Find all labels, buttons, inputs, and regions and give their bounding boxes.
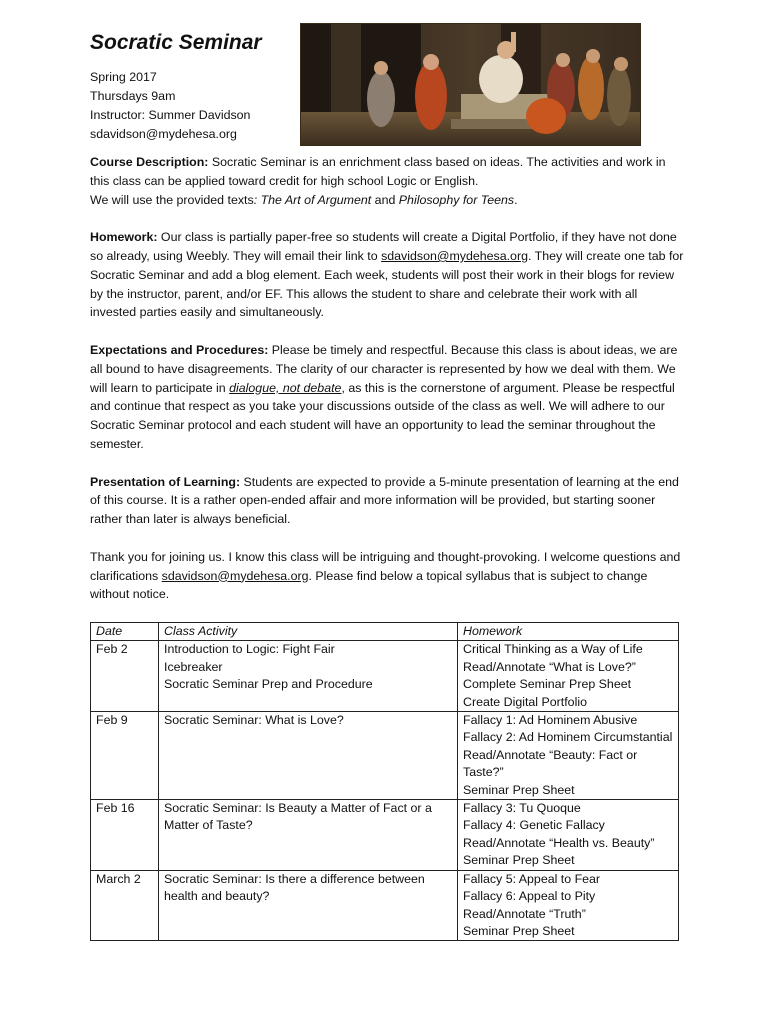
homework-text: Our class is partially paper-free so students will create a Digital Portfolio, if they have not done so already, using Weebly. They will email their link to (90, 230, 677, 263)
closing-email-link[interactable]: sdavidson@mydehesa.org (161, 568, 309, 583)
expectations-section (90, 341, 686, 454)
row-date: Feb 16 (91, 800, 159, 871)
activity-line: Introduction to Logic: Fight Fair (164, 642, 335, 657)
homework-line: Fallacy 4: Genetic Fallacy (463, 818, 605, 833)
expectations-label: Expectations and Procedures: (90, 342, 269, 357)
row-homework (458, 870, 679, 941)
expectations-text-continued: , as this is the cornerstone of argument. Please be respectful and continue that respect as you take your discussions outside of the class as well. We will adhere to our Socratic Seminar protocol and each student will have an opportunity to lead the seminar throughout the semester. (90, 380, 675, 451)
schedule: Thursdays 9am (90, 89, 176, 103)
table-row (91, 712, 679, 800)
course-description (90, 153, 686, 209)
homework-line: Read/Annotate “Truth” (463, 906, 586, 921)
homework-line: Fallacy 5: Appeal to Fear (463, 871, 601, 886)
homework-label: Homework: (90, 230, 158, 245)
presentation-text: Students are expected to provide a 5-minute presentation of learning at the end of this course. It is a rather open-ended affair and more information will be provided, but starting sooner rather than later is always beneficial. (90, 474, 679, 527)
activity-line: Socratic Seminar: Is there a difference between health and beauty? (164, 871, 425, 904)
row-activity (159, 712, 458, 800)
course-description-text: Socratic Seminar is an enrichment class based on ideas. The activities and work in this class can be applied toward credit for high school Logic or English. (90, 155, 666, 188)
closing-text-continued: . Please find below a topical syllabus that is subject to change without notice. (90, 568, 648, 602)
course-description-label: Course Description: (90, 155, 209, 169)
term: Spring 2017 (90, 70, 157, 84)
painting-illustration (301, 24, 640, 145)
homework-line: Read/Annotate “Health vs. Beauty” (463, 835, 655, 850)
row-homework (458, 641, 679, 712)
syllabus-header-row (91, 623, 679, 641)
instructor-email: sdavidson@mydehesa.org (90, 127, 237, 141)
row-date: Feb 2 (91, 641, 159, 712)
closing-section (90, 548, 686, 604)
painting-image (300, 23, 641, 146)
closing-text: Thank you for joining us. I know this class will be intriguing and thought-provoking. I welcome questions and clarifications (90, 549, 681, 583)
course-body (90, 153, 686, 623)
row-activity (159, 870, 458, 941)
header-homework: Homework (458, 623, 679, 641)
syllabus-table (90, 622, 679, 941)
homework-line: Seminar Prep Sheet (463, 923, 575, 938)
instructor: Instructor: Summer Davidson (90, 108, 251, 122)
dialogue-not-debate: dialogue, not debate (229, 380, 342, 395)
header-date: Date (91, 623, 159, 641)
homework-line: Complete Seminar Prep Sheet (463, 677, 632, 692)
homework-text-continued: . They will create one tab for Socratic Seminar and add a blog element. Each week, students will post their work in their blogs for review by the instructor, parent, and/or EF. This allows the student to share and celebrate their work with all invested parties easily and simultaneously. (90, 248, 684, 320)
book-title-art-of-argument: The Art of Argument (260, 192, 372, 207)
row-activity (159, 800, 458, 871)
homework-line: Read/Annotate “Beauty: Fact or Taste?” (463, 747, 638, 780)
homework-line: Fallacy 3: Tu Quoque (463, 801, 581, 816)
header-class-activity: Class Activity (159, 623, 458, 641)
row-homework (458, 712, 679, 800)
book-title-philosophy-for-teens: Philosophy for Teens (398, 192, 515, 207)
activity-line: Socratic Seminar: Is Beauty a Matter of Fact or a Matter of Taste? (164, 801, 432, 833)
row-homework (458, 800, 679, 871)
table-row (91, 870, 679, 941)
texts-and: and (371, 192, 399, 207)
expectations-text: Please be timely and respectful. Because this class is about ideas, we are all bound to have disagreements. The clarity of our character is represented by how we deal with them. We will learn to participate in (90, 342, 678, 395)
texts-intro: We will use the provided texts (90, 192, 254, 207)
table-row (91, 641, 679, 712)
presentation-label: Presentation of Learning: (90, 474, 241, 489)
homework-line: Fallacy 2: Ad Hominem Circumstantial (463, 730, 673, 745)
course-header (90, 30, 290, 144)
homework-line: Seminar Prep Sheet (463, 853, 575, 868)
homework-line: Seminar Prep Sheet (463, 782, 575, 797)
activity-line: Icebreaker (164, 659, 223, 674)
presentation-section (90, 473, 686, 529)
activity-line: Socratic Seminar Prep and Procedure (164, 677, 373, 692)
homework-section (90, 228, 686, 322)
activity-line: Socratic Seminar: What is Love? (164, 713, 344, 728)
homework-line: Fallacy 1: Ad Hominem Abusive (463, 713, 638, 728)
texts-colon: : (253, 192, 261, 207)
texts-end: . (514, 192, 518, 207)
row-activity (159, 641, 458, 712)
homework-line: Create Digital Portfolio (463, 694, 587, 709)
homework-line: Read/Annotate “What is Love?” (463, 659, 636, 674)
homework-line: Critical Thinking as a Way of Life (463, 642, 643, 657)
row-date: March 2 (91, 870, 159, 941)
homework-email-link[interactable]: sdavidson@mydehesa.org (381, 248, 528, 263)
row-date: Feb 9 (91, 712, 159, 800)
table-row (91, 800, 679, 871)
page-title: Socratic Seminar (90, 31, 262, 54)
homework-line: Fallacy 6: Appeal to Pity (463, 889, 596, 904)
